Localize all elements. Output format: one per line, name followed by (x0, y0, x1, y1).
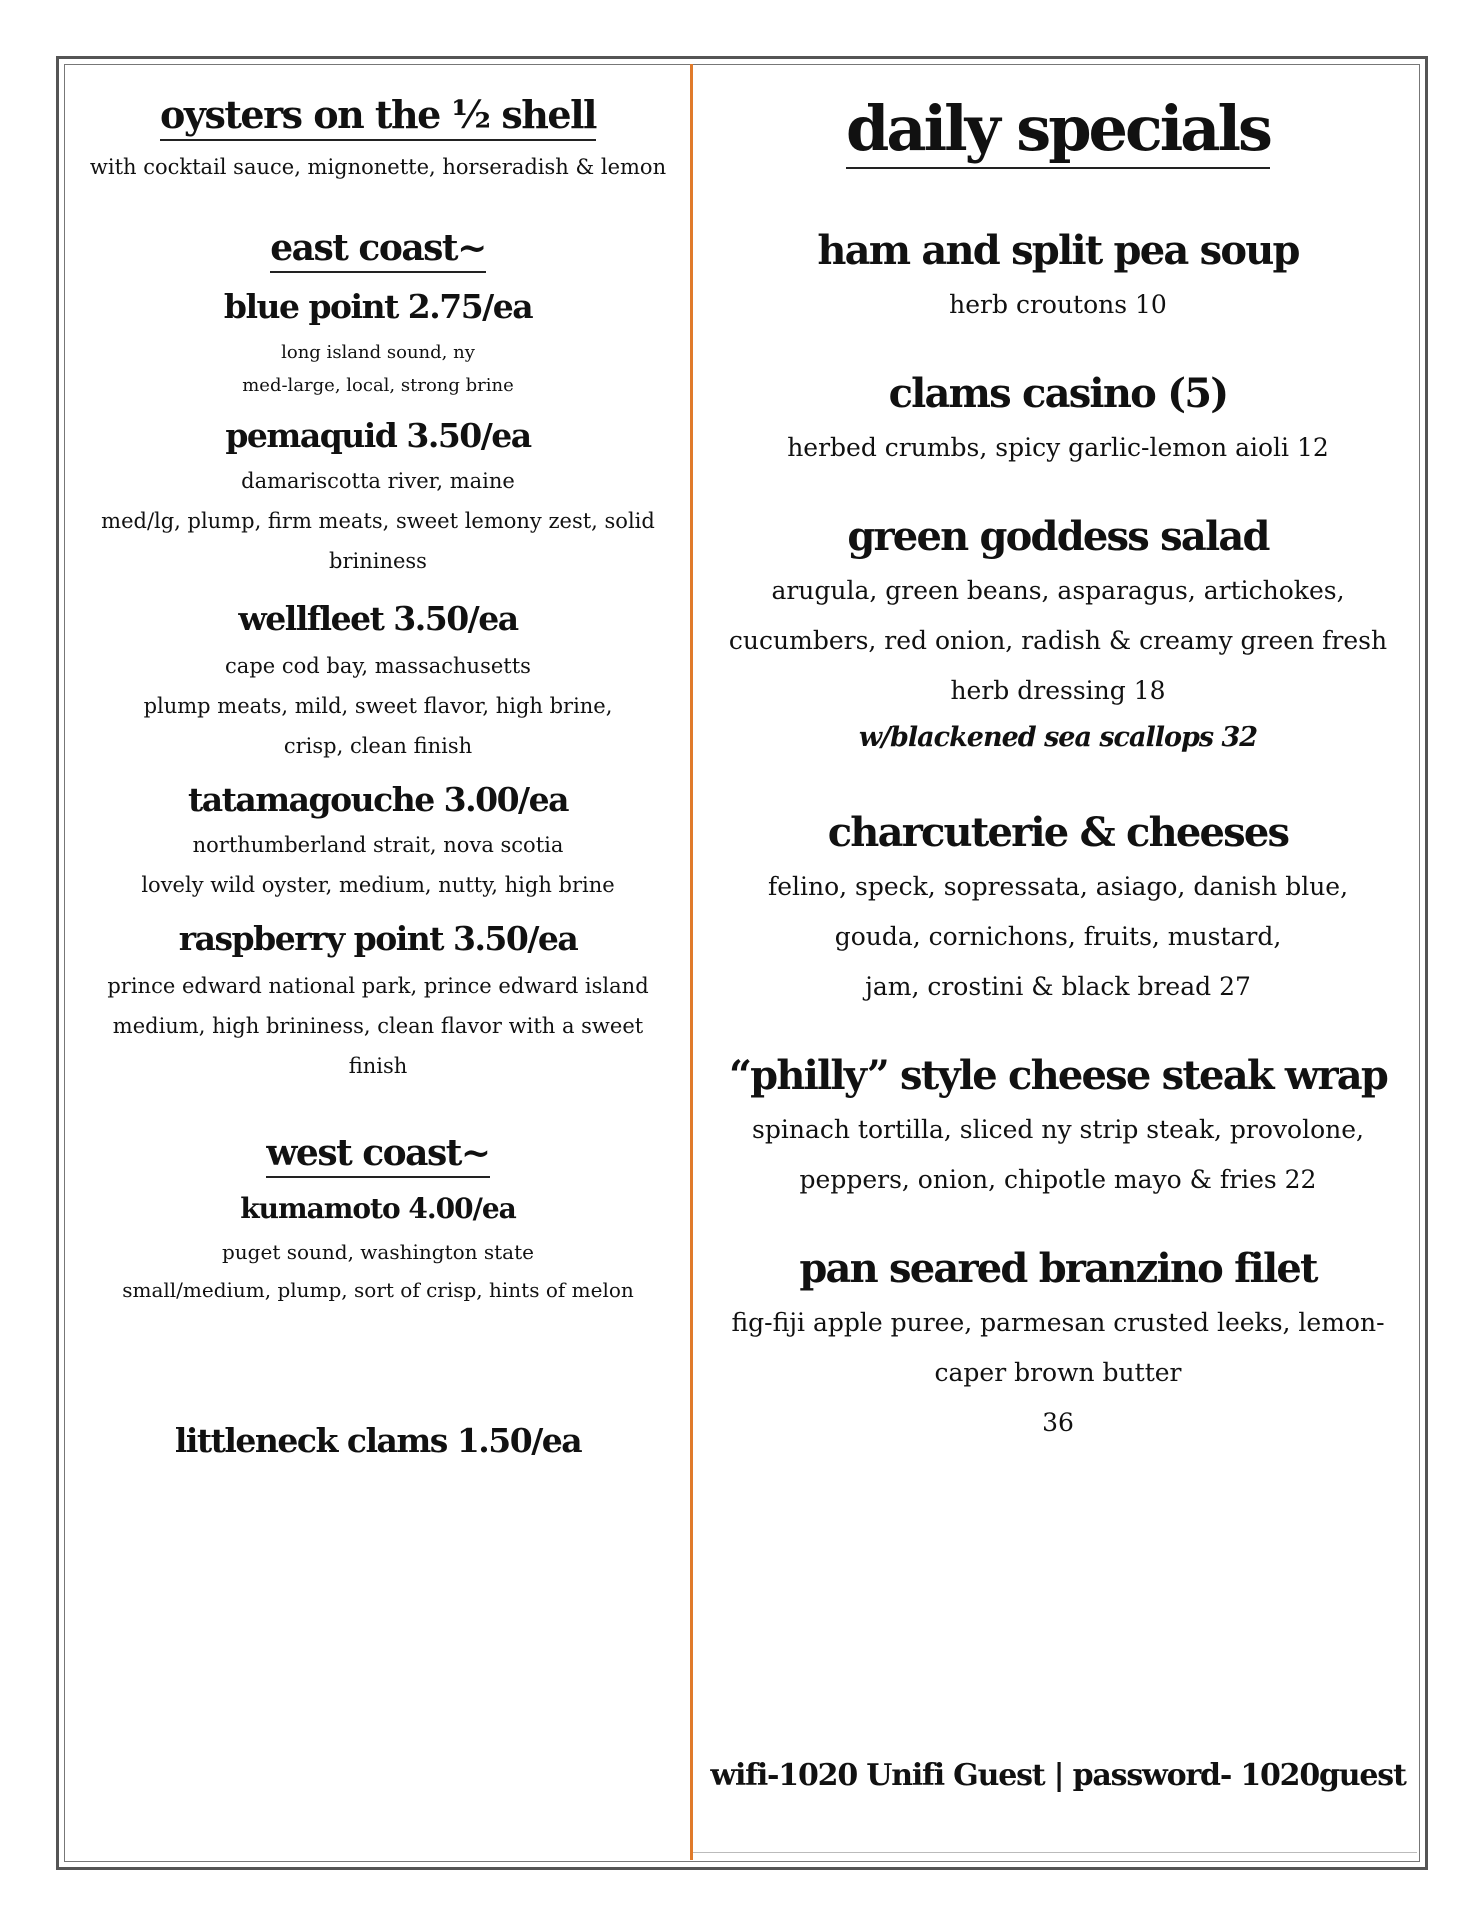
oyster-name: wellfleet 3.50/ea (238, 599, 518, 638)
oyster-item (72, 780, 684, 905)
special-desc: herb croutons 10 (949, 290, 1167, 319)
oyster-name: tatamagouche 3.00/ea (187, 780, 568, 819)
east-coast-heading: east coast~ (270, 227, 485, 273)
special-item (700, 513, 1416, 753)
special-item (700, 227, 1416, 330)
special-desc: 36 (1042, 1408, 1074, 1437)
oyster-item (72, 599, 684, 766)
special-name: “philly” style cheese steak wrap (728, 1052, 1388, 1099)
special-item (700, 1245, 1416, 1448)
special-item (700, 1052, 1416, 1205)
littleneck-clams: littleneck clams 1.50/ea (174, 1421, 582, 1460)
special-name: pan seared branzino filet (799, 1245, 1317, 1292)
oyster-notes: lovely wild oyster, medium, nutty, high brine (141, 873, 615, 897)
column-divider (690, 64, 693, 1860)
oyster-name: raspberry point 3.50/ea (178, 919, 578, 958)
specials-column (700, 92, 1416, 1448)
wifi-info: wifi-1020 Unifi Guest | password- 1020guest (710, 1758, 1406, 1793)
oyster-item (72, 416, 684, 581)
oyster-name: pemaquid 3.50/ea (225, 416, 531, 455)
special-desc: jam, crostini & black bread 27 (865, 972, 1251, 1001)
special-name: green goddess salad (847, 513, 1269, 560)
oyster-name: blue point 2.75/ea (223, 287, 533, 326)
special-name: charcuterie & cheeses (827, 809, 1289, 856)
wifi-footer (700, 1758, 1416, 1793)
oyster-notes: finish (348, 1054, 408, 1078)
special-desc: herb dressing 18 (950, 676, 1166, 705)
oyster-notes: brininess (329, 549, 427, 573)
oyster-name: kumamoto 4.00/ea (240, 1192, 516, 1225)
special-desc: gouda, cornichons, fruits, mustard, (834, 922, 1282, 951)
oyster-notes: med/lg, plump, firm meats, sweet lemony zest, solid (101, 509, 655, 533)
special-name: ham and split pea soup (817, 227, 1299, 274)
oyster-item (72, 1192, 684, 1309)
oyster-item (72, 287, 684, 402)
special-desc: peppers, onion, chipotle mayo & fries 22 (799, 1165, 1317, 1194)
oyster-origin: northumberland strait, nova scotia (192, 833, 564, 857)
oysters-title: oysters on the ½ shell (160, 92, 596, 141)
special-name: clams casino (5) (888, 370, 1228, 417)
special-desc: arugula, green beans, asparagus, artichokes, (771, 576, 1345, 605)
oyster-origin: long island sound, ny (281, 342, 475, 363)
special-desc: cucumbers, red onion, radish & creamy green fresh (728, 626, 1388, 655)
oyster-item (72, 919, 684, 1086)
special-item (700, 370, 1416, 473)
oyster-origin: prince edward national park, prince edward island (107, 974, 649, 998)
special-desc: spinach tortilla, sliced ny strip steak, provolone, (752, 1115, 1364, 1144)
special-desc: fig-fiji apple puree, parmesan crusted leeks, lemon- (731, 1308, 1385, 1337)
oyster-origin: damariscotta river, maine (241, 469, 515, 493)
oyster-origin: puget sound, washington state (222, 1240, 534, 1264)
oyster-notes: small/medium, plump, sort of crisp, hints of melon (122, 1278, 634, 1302)
special-item (700, 809, 1416, 1012)
oyster-notes: plump meats, mild, sweet flavor, high brine, (143, 694, 613, 718)
oyster-notes: med-large, local, strong brine (242, 375, 514, 396)
special-desc: felino, speck, sopressata, asiago, danish blue, (767, 872, 1349, 901)
oyster-notes: medium, high brininess, clean flavor with a sweet (112, 1014, 644, 1038)
footer-rule (693, 1852, 1417, 1853)
daily-specials-title: daily specials (846, 92, 1270, 169)
special-desc: caper brown butter (934, 1358, 1182, 1387)
west-coast-heading: west coast~ (266, 1132, 489, 1178)
oysters-column (72, 92, 684, 1460)
oyster-notes: crisp, clean finish (283, 734, 473, 758)
special-addon: w/blackened sea scallops 32 (858, 722, 1258, 753)
oyster-origin: cape cod bay, massachusetts (225, 654, 531, 678)
special-desc: herbed crumbs, spicy garlic-lemon aioli 12 (787, 433, 1329, 462)
oysters-subtitle: with cocktail sauce, mignonette, horseradish & lemon (89, 155, 667, 179)
